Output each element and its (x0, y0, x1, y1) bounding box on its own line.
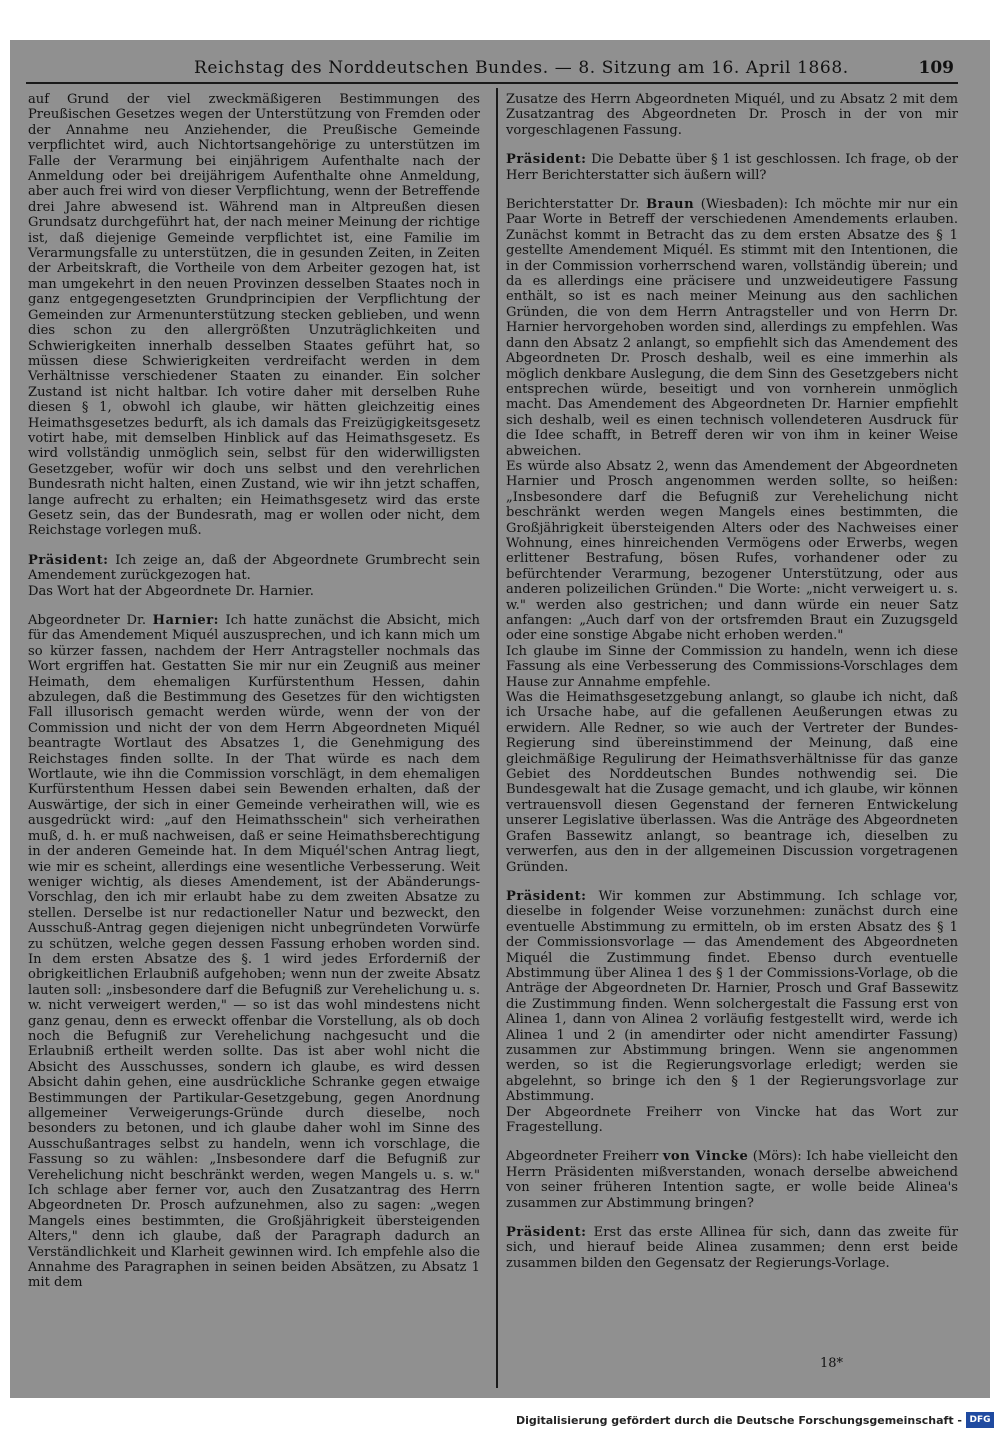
header-title: Reichstag des Norddeutschen Bundes. — 8. Sitzung am 16. April 1868. (194, 58, 849, 78)
right-column (506, 92, 958, 1285)
paragraph: Zusatze des Herrn Abgeordneten Miquél, und zu Absatz 2 mit dem Zusatzantrag des Abgeordneten Dr. Prosch in der von mir vorgeschlagenen Fassung. (506, 92, 958, 138)
header-rule (26, 82, 958, 84)
speaker-name: Harnier: (152, 613, 219, 628)
paragraph: Präsident: Ich zeige an, daß der Abgeordnete Grumbrecht sein Amendement zurückgezogen hat. Das Wort hat der Abgeordnete Dr. Harnier. (28, 552, 480, 599)
paragraph: Abgeordneter Freiherr von Vincke (Mörs): Ich habe vielleicht den Herrn Präsidenten mißverstanden, wonach derselbe abweichend von seiner früheren Intention sagte, er wolle beide Alinea's zusammen zur Abstimmung bringen? (506, 1149, 959, 1211)
speaker-name: Präsident: (506, 888, 587, 904)
paragraph: Präsident: Wir kommen zur Abstimmung. Ich schlage vor, dieselbe in folgender Weise vorzunehmen: zunächst durch eine eventuelle Abstimmung zu ermitteln, ob im ersten Absatz des § 1 der Commissionsvorlage — das Amendement des Abgeordneten Miquél die Zustimmung findet. Ebenso durch eventuelle Abstimmung über Alinea 1 des § 1 der Commissions-Vorlage, ob die Anträge der Abgeordneten Dr. Harnier, Prosch und Graf Bassewitz die Zustimmung finden. Wenn solchergestalt die Fassung erst von Alinea 1, dann von Alinea 2 vorläufig festgestellt wird, werde ich Alinea 1 und 2 (in amendirter oder nicht amendirter Fassung) zusammen zur Abstimmung bringen. Wenn sie angenommen werden, so ist die Regierungsvorlage erledigt; werden sie abgelehnt, so bringe ich den § 1 der Regierungsvorlage zur Abstimmung. Der Abgeordnete Freiherr von Vincke hat das Wort zur Fragestellung. (506, 888, 958, 1135)
paragraph: Abgeordneter Dr. Harnier: Ich hatte zunächst die Absicht, mich für das Amendement Miquél auszusprechen, und ich kann mich um so kürzer fassen, nachdem der Herr Antragsteller nochmals das Wort ergriffen hat. Gestatten Sie mir nur ein Zeugniß aus meiner Heimath, dem ehemaligen Kurfürstenthum Hessen, dahin abzulegen, daß die Bestimmung des Gesetzes für den wichtigsten Fall illusorisch gemacht werden würde, wenn der von der Commission und nicht der von dem Herrn Abgeordneten Miquél beantragte Wortlaut des Absatzes 1, die Genehmigung des Reichstages finden sollte. In der That würde es nach dem Wortlaute, wie ihn die Commission vorschlägt, in dem ehemaligen Kurfürstenthum Hessen dabei sein Bewenden erhalten, daß der Auswärtige, der sich in einer Gemeinde verheirathen will, wie es ausgedrückt wird: „auf den Heimathsschein" sich verheirathen muß, d. h. er muß nachweisen, daß er seine Heimathsberechtigung in der anderen Gemeinde hat. In dem Miquél'schen Antrag liegt, wie mir es scheint, allerdings eine wesentliche Verbesserung. Weit weniger wichtig, als dieses Amendement, ist der Abänderungs-Vorschlag, den ich mir erlaubt habe zu dem zweiten Absatze zu stellen. Derselbe ist nur redactioneller Natur und bezweckt, den Ausschuß-Antrag gegen diejenigen nicht unbegründeten Vorwürfe zu schützen, welche gegen dessen Fassung erhoben worden sind. In dem ersten Absatze des §. 1 wird jedes Erforderniß der obrigkeitlichen Erlaubniß aufgehoben; wenn nun der zweite Absatz lauten soll: „insbesondere darf die Befugniß zur Verehelichung u. s. w. nicht verweigert werden," — so ist das wohl mindestens nicht ganz genau, denn es erweckt offenbar die Vorstellung, als ob doch noch die Befugniß zur Verehelichung nachgesucht und die Erlaubniß ertheilt werden sollte. Das ist aber wohl nicht die Absicht des Ausschusses, sondern ich glaube, es wird dessen Absicht dahin gehen, eine ausdrückliche Schranke gegen etwaige Bestimmungen der Partikular-Gesetzgebung, gegen Anordnung allgemeiner Verweigerungs-Gründe durch dieselbe, noch besonders zu betonen, und ich glaube daher wohl im Sinne des Ausschußantrages selbst zu handeln, wenn ich vorschlage, die Fassung so zu wählen: „Insbesondere darf die Befugniß zur Verehelichung nicht beschränkt werden, wegen Mangels u. s. w." Ich schlage aber ferner vor, auch den Zusatzantrag des Herrn Abgeordneten Dr. Prosch aufzunehmen, also zu sagen: „wegen Mangels eines bestimmten, die Großjährigkeit übersteigenden Alters," denn ich glaube, daß der Paragraph dadurch an Verständlichkeit und Klarheit gewinnen wird. Ich empfehle also die Annahme des Paragraphen in seinen beiden Absätzen, zu Absatz 1 mit dem (28, 613, 480, 1291)
paragraph: Präsident: Erst das erste Allinea für sich, dann das zweite für sich, und hierauf beide Alinea zusammen; denn erst beide zusammen bilden den Gegensatz der Regierungs-Vorlage. (506, 1225, 958, 1271)
column-divider (496, 88, 498, 1388)
page-number: 109 (918, 58, 954, 78)
paragraph: Präsident: Die Debatte über § 1 ist geschlossen. Ich frage, ob der Herr Berichterstatter sich äußern will? (506, 152, 958, 183)
left-column (28, 92, 480, 1305)
dfg-logo: DFG (966, 1412, 994, 1428)
funding-footer: Digitalisierung gefördert durch die Deutsche Forschungsgemeinschaft - (515, 1414, 962, 1427)
paragraph: Berichterstatter Dr. Braun (Wiesbaden): Ich möchte mir nur ein Paar Worte in Betreff der verschiedenen Amendements erlauben. Zunächst kommt in Betracht das zu dem ersten Absatze des § 1 gestellte Amendement Miquél. Es stimmt mit den Intentionen, die in der Commission vorherrschend waren, vollständig überein; und da es allerdings eine präcisere und unzweideutigere Fassung enthält, so ist es nach meiner Meinung aus den sachlichen Gründen, die von dem Herrn Antragsteller und von Herrn Dr. Harnier hervorgehoben worden sind, allerdings zu empfehlen. Was dann den Absatz 2 anlangt, so empfiehlt sich das Amendement des Abgeordneten Dr. Prosch deshalb, weil es eine immerhin als möglich denkbare Auslegung, die dem Sinn des Gesetzgebers nicht entsprechen würde, beseitigt und von vornherein unmöglich macht. Das Amendement des Abgeordneten Dr. Harnier empfiehlt sich deshalb, weil es einen technisch vollendeteren Ausdruck für die Idee schafft, in Betreff deren wir von ihm in keiner Weise abweichen. Es würde also Absatz 2, wenn das Amendement der Abgeordneten Harnier und Prosch angenommen werden sollte, so heißen: „Insbesondere darf die Befugniß zur Verehelichung nicht beschränkt werden wegen Mangels eines bestimmten, die Großjährigkeit übersteigenden Alters oder des Nachweises einer Wohnung, eines hinreichenden Vermögens oder Erwerbs, wegen erlittener Bestrafung, bösen Rufes, vorhandener oder zu befürchtender Verarmung, bezogener Unterstützung, oder aus anderen polizeilichen Gründen." Die Worte: „nicht verweigert u. s. w." werden also gestrichen; und dann würde ein neuer Satz anfangen: „Auch darf von der ortsfremden Braut ein Zuzugsgeld oder eine sonstige Abgabe nicht erhoben werden." Ich glaube im Sinne der Commission zu handeln, wenn ich diese Fassung als eine Verbesserung des Commissions-Vorschlages dem Hause zur Annahme empfehle. Was die Heimathsgesetzgebung anlangt, so glaube ich nicht, daß ich Ursache habe, auf die gefallenen Aeußerungen etwas zu erwidern. Alle Redner, so wie auch der Vertreter der Bundes-Regierung sind übereinstimmend der Meinung, daß eine gleichmäßige Regulirung der Heimathsverhältnisse für das ganze Gebiet des Norddeutschen Bundes nothwendig sei. Die Bundesgewalt hat die Zusage gemacht, und ich glaube, wir können vertrauensvoll diesen Gegenstand der ferneren Entwickelung unserer Legislative überlassen. Was die Anträge des Abgeordneten Grafen Bassewitz anlangt, so beantrage ich, dieselben zu verwerfen, aus den in der allgemeinen Discussion vorgetragenen Gründen. (506, 197, 959, 875)
paragraph: auf Grund der viel zweckmäßigeren Bestimmungen des Preußischen Gesetzes wegen der Unterstützung von Fremden oder der Annahme neu Anziehender, die Preußische Gemeinde verpflichtet wird, auch Nichtortsangehörige zu unterstützen im Falle der Verarmung bei einjährigem Aufenthalte nach der Anmeldung oder bei dreijährigem Aufenthalte ohne Anmeldung, aber auch frei wird von dieser Verpflichtung, wenn der Betreffende drei Jahre abwesend ist. Während man in Altpreußen diesen Grundsatz durchgeführt hat, der nach meiner Meinung der richtige ist, daß diejenige Gemeinde verpflichtet ist, eine Familie im Verarmungsfalle zu unterstützen, die in gesunden Zeiten, in Zeiten der Arbeitskraft, die Vortheile von dem Arbeiter gezogen hat, ist man umgekehrt in den neuen Provinzen desselben Staates noch in ganz entgegengesetzten Grundprincipien der Verpflichtung der Gemeinden zur Armenunterstützung stecken geblieben, und wenn dies schon zu den allergrößten Unzuträglichkeiten und Schwierigkeiten innerhalb desselben Staates geführt hat, so müssen diese Schwierigkeiten verdreifacht werden in dem Verhältnisse verschiedener Staaten zu einander. Ein solcher Zustand ist nicht haltbar. Ich votire daher mit derselben Ruhe diesen § 1, obwohl ich glaube, wir hätten gleichzeitig eines Heimathsgesetzes bedurft, als ich damals das Freizügigkeitsgesetz votirt habe, mit demselben Hinblick auf das Heimathsgesetz. Es wird vollständig unmöglich sein, selbst für den widerwilligsten Gesetzgeber, wofür wir doch uns selbst und den verehrlichen Bundesrath nicht halten, einen Zustand, wie wir ihn jetzt schaffen, lange aufrecht zu erhalten; ein Heimathsgesetz wird das erste Gesetz sein, das der Bundesrath, mag er wollen oder nicht, dem Reichstage vorlegen muß. (28, 92, 480, 539)
speaker-name: Präsident: (506, 1225, 587, 1241)
speaker-name: Präsident: (506, 152, 587, 168)
signature-mark: 18* (820, 1356, 844, 1371)
speaker-name: Präsident: (28, 552, 109, 568)
running-header (26, 58, 956, 80)
speaker-name: von Vincke (662, 1149, 749, 1165)
speaker-name: Braun (646, 197, 695, 213)
